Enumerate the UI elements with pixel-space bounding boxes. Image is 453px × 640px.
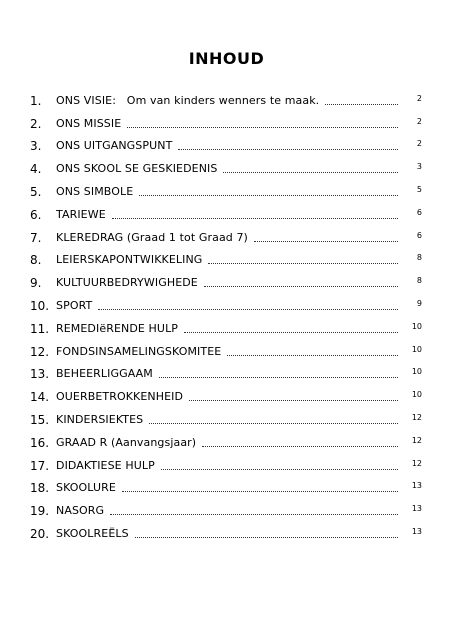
toc-entry-number: 20. xyxy=(30,526,50,541)
toc-entry xyxy=(30,495,422,518)
toc-entry-number: 7. xyxy=(30,230,42,245)
dot-leader xyxy=(202,445,398,447)
toc-entry-label: BEHEERLIGGAAM xyxy=(56,367,153,381)
toc-entry xyxy=(30,131,422,154)
toc-entry-label: FONDSINSAMELINGSKOMITEE xyxy=(56,344,222,358)
toc-entry-number: 17. xyxy=(30,458,50,473)
toc-entry-number: 12. xyxy=(30,344,50,359)
toc-entry-label: ONS MISSIE xyxy=(56,116,122,130)
dot-leader xyxy=(98,308,398,310)
toc-entry-page: 10 xyxy=(411,321,422,331)
toc-entry-page: 3 xyxy=(416,162,422,172)
dot-leader xyxy=(127,126,398,128)
toc-entry-number: 10. xyxy=(30,298,50,313)
toc-entry-label: SKOOLURE xyxy=(56,481,116,495)
dot-leader xyxy=(139,194,398,196)
toc-entry-label: LEIERSKAPONTWIKKELING xyxy=(56,253,203,267)
dot-leader xyxy=(110,513,398,515)
toc-entry-number: 19. xyxy=(30,504,50,519)
toc-entry-number: 1. xyxy=(30,93,42,108)
toc-entry-label: ONS UITGANGSPUNT xyxy=(56,139,173,153)
toc-entry-number: 11. xyxy=(30,321,50,336)
toc-entry-page: 6 xyxy=(416,207,422,217)
toc-entry-number: 6. xyxy=(30,207,42,222)
toc-entry xyxy=(30,336,422,359)
toc-entry-number: 5. xyxy=(30,184,42,199)
toc-entry-page: 8 xyxy=(416,253,422,263)
dot-leader xyxy=(159,376,398,378)
toc-entry-page: 12 xyxy=(411,412,422,422)
toc-entry xyxy=(30,473,422,496)
toc-entry-number: 13. xyxy=(30,367,50,382)
toc-entry xyxy=(30,199,422,222)
dot-leader xyxy=(184,331,398,333)
toc-entry-label: REMEDIëRENDE HULP xyxy=(56,321,179,335)
dot-leader xyxy=(227,354,398,356)
toc-entry-number: 18. xyxy=(30,481,50,496)
toc-entry-page: 2 xyxy=(416,116,422,126)
toc-entry-number: 9. xyxy=(30,276,42,291)
toc-entry xyxy=(30,222,422,245)
toc-entry-number: 14. xyxy=(30,390,50,405)
toc-entry-page: 12 xyxy=(411,435,422,445)
toc-entry-label: KLEREDRAG (Graad 1 tot Graad 7) xyxy=(56,230,248,244)
toc-entry-page: 13 xyxy=(411,481,422,491)
toc-entry-label: TARIEWE xyxy=(56,207,106,221)
dot-leader xyxy=(189,399,398,401)
toc-entry-page: 10 xyxy=(411,390,422,400)
toc-entry-page: 13 xyxy=(411,504,422,514)
dot-leader xyxy=(204,285,398,287)
dot-leader xyxy=(254,240,398,242)
toc-entry-label: ONS SKOOL SE GESKIEDENIS xyxy=(56,162,218,176)
toc-entry-number: 15. xyxy=(30,412,50,427)
toc-entry xyxy=(30,404,422,427)
dot-leader xyxy=(161,468,398,470)
toc-entry-page: 9 xyxy=(416,298,422,308)
page-title: INHOUD xyxy=(188,49,265,68)
toc-entry-label: DIDAKTIESE HULP xyxy=(56,458,155,472)
dot-leader xyxy=(135,536,398,538)
toc-entry-page: 8 xyxy=(416,276,422,286)
dot-leader xyxy=(122,490,398,492)
toc-entry-page: 2 xyxy=(416,139,422,149)
toc-entry-number: 3. xyxy=(30,139,42,154)
toc-entry xyxy=(30,108,422,131)
toc-entry-label: GRAAD R (Aanvangsjaar) xyxy=(56,435,197,449)
toc-entry-page: 2 xyxy=(416,93,422,103)
toc-entry xyxy=(30,176,422,199)
toc-entry-label: SKOOLREËLS xyxy=(56,526,129,540)
toc-entry xyxy=(30,245,422,268)
dot-leader xyxy=(149,422,398,424)
toc-entry-number: 4. xyxy=(30,162,42,177)
toc-entry-label: KULTUURBEDRYWIGHEDE xyxy=(56,276,198,290)
toc-entry-label: NASORG xyxy=(56,504,105,518)
toc-entry-page: 10 xyxy=(411,367,422,377)
toc-entry-number: 16. xyxy=(30,435,50,450)
toc-entry xyxy=(30,427,422,450)
dot-leader xyxy=(112,217,398,219)
toc-entry-label: ONS SIMBOLE xyxy=(56,184,134,198)
dot-leader xyxy=(325,103,398,105)
toc-entry xyxy=(30,359,422,382)
dot-leader xyxy=(208,262,398,264)
toc-entry-label: ONS VISIE: Om van kinders wenners te maak. xyxy=(56,93,320,107)
toc-entry-page: 13 xyxy=(411,526,422,536)
toc-entry xyxy=(30,450,422,473)
toc-entry-number: 8. xyxy=(30,253,42,268)
toc-entry-page: 12 xyxy=(411,458,422,468)
toc-entry xyxy=(30,267,422,290)
toc-entry xyxy=(30,381,422,404)
toc-entry xyxy=(30,153,422,176)
toc-entry-page: 5 xyxy=(416,184,422,194)
toc-entry xyxy=(30,313,422,336)
toc-entry-number: 2. xyxy=(30,116,42,131)
toc-entry-label: KINDERSIEKTES xyxy=(56,412,144,426)
toc-entry-page: 10 xyxy=(411,344,422,354)
toc-entry xyxy=(30,85,422,108)
toc-entry xyxy=(30,518,422,541)
table-of-contents xyxy=(30,85,422,541)
dot-leader xyxy=(178,148,398,150)
toc-entry-page: 6 xyxy=(416,230,422,240)
toc-entry xyxy=(30,290,422,313)
toc-entry-label: OUERBETROKKENHEID xyxy=(56,390,184,404)
toc-entry-label: SPORT xyxy=(56,298,93,312)
dot-leader xyxy=(223,171,398,173)
